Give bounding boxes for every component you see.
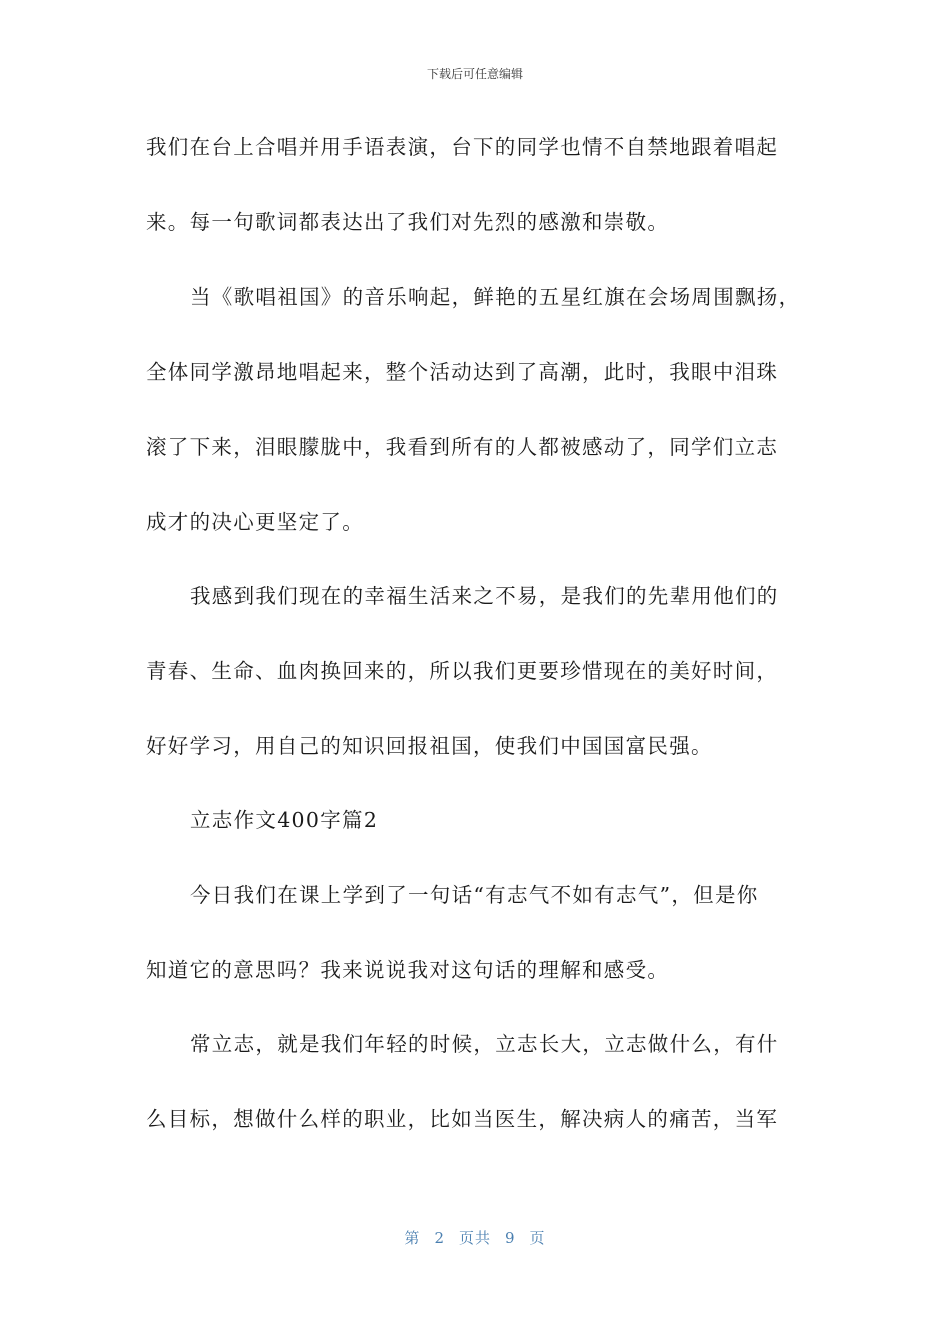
text-line: 常立志，就是我们年轻的时候，立志长大，立志做什么，有什 [190, 1032, 779, 1056]
footer-prefix: 第 [404, 1229, 421, 1247]
text-line: 全体同学激昂地唱起来，整个活动达到了高潮，此时，我眼中泪珠 [146, 360, 779, 384]
text-line: 来。每一句歌词都表达出了我们对先烈的感激和崇敬。 [146, 210, 670, 234]
text-line: 我感到我们现在的幸福生活来之不易，是我们的先辈用他们的 [190, 584, 779, 608]
footer-suffix: 页 [529, 1229, 546, 1247]
text-line: 成才的决心更坚定了。 [146, 510, 364, 534]
current-page-number: 2 [434, 1229, 445, 1247]
text-line: 当《歌唱祖国》的音乐响起，鲜艳的五星红旗在会场周围飘扬， [190, 285, 801, 309]
page-footer [0, 1228, 950, 1248]
page-header: 下载后可任意编辑 [426, 67, 523, 81]
text-line: 我们在台上合唱并用手语表演，台下的同学也情不自禁地跟着唱起 [146, 135, 779, 159]
text-line: 么目标，想做什么样的职业，比如当医生，解决病人的痛苦，当军 [146, 1107, 779, 1131]
text-line: 今日我们在课上学到了一句话“有志气不如有志气”，但是你 [190, 883, 759, 907]
section-heading: 立志作文400字篇2 [190, 808, 379, 832]
text-line: 滚了下来，泪眼朦胧中，我看到所有的人都被感动了，同学们立志 [146, 435, 779, 459]
text-line: 青春、生命、血肉换回来的，所以我们更要珍惜现在的美好时间， [146, 659, 779, 683]
footer-middle: 页共 [458, 1229, 491, 1247]
total-page-count: 9 [505, 1229, 516, 1247]
text-line: 好好学习，用自己的知识回报祖国，使我们中国国富民强。 [146, 734, 713, 758]
text-line: 知道它的意思吗？我来说说我对这句话的理解和感受。 [146, 958, 670, 982]
